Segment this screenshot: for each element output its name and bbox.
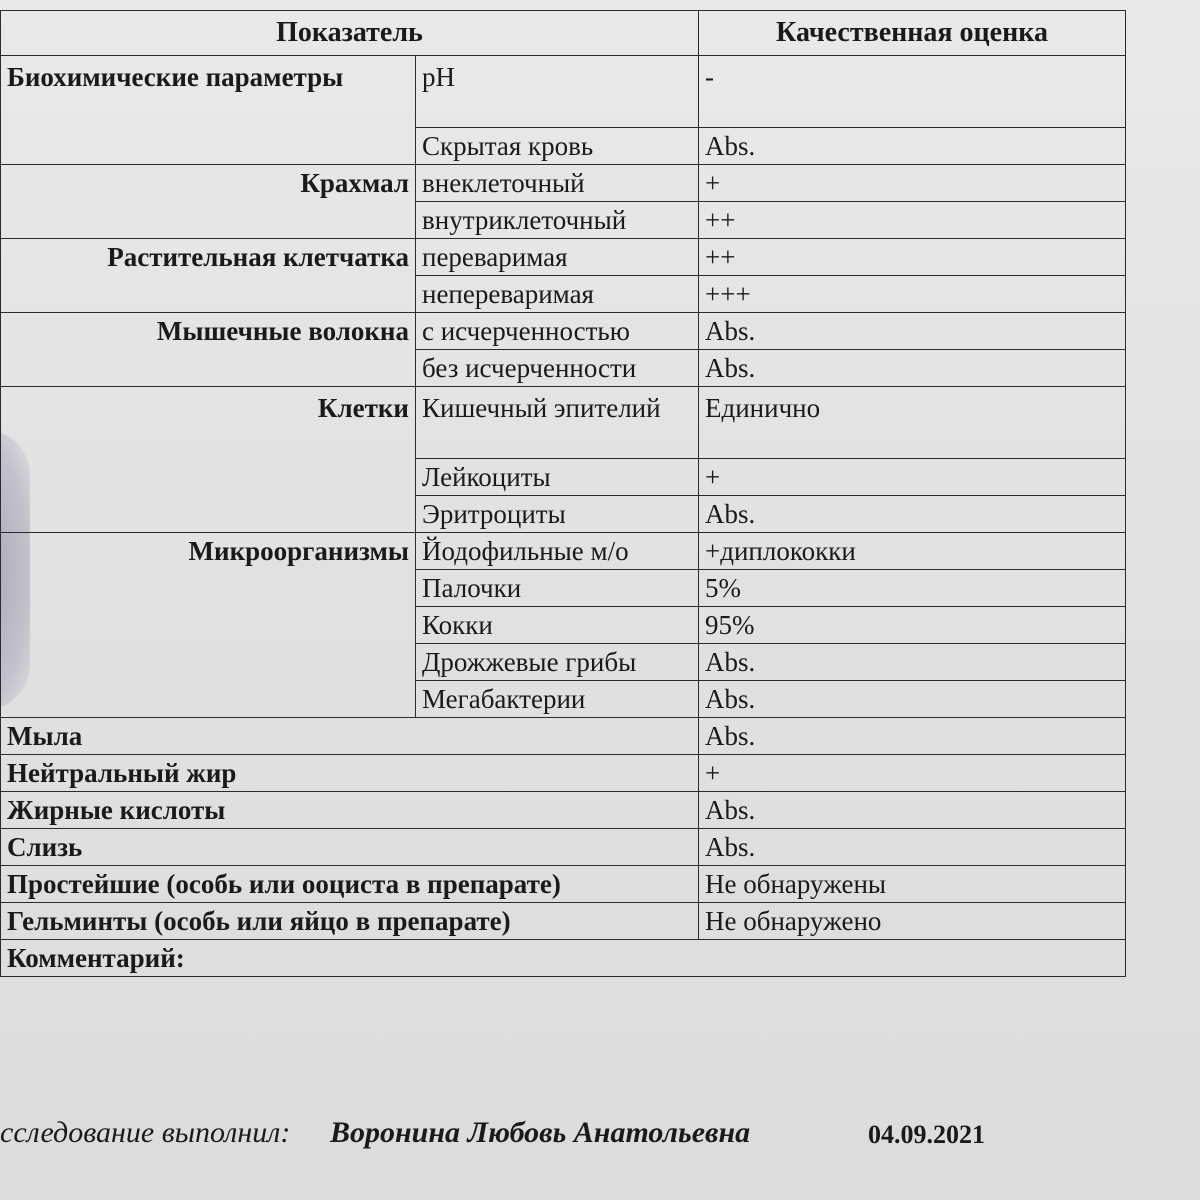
param-cell: переваримая (416, 239, 699, 276)
value-cell: + (699, 459, 1126, 496)
performed-by-label: сследование выполнил: (0, 1116, 291, 1149)
value-cell: Abs. (699, 350, 1126, 387)
value-cell: +диплококки (699, 533, 1126, 570)
group-label (1, 607, 416, 644)
value-cell: 95% (699, 607, 1126, 644)
value-cell: Abs. (699, 681, 1126, 718)
group-label (1, 202, 416, 239)
param-cell: Лейкоциты (416, 459, 699, 496)
value-cell: 5% (699, 570, 1126, 607)
table-row (1, 239, 1126, 276)
table-row (1, 607, 1126, 644)
results-table (0, 10, 1126, 977)
value-cell: Abs. (699, 644, 1126, 681)
table-row (1, 644, 1126, 681)
value-cell: Abs. (699, 829, 1126, 866)
group-label (1, 350, 416, 387)
param-cell: Мегабактерии (416, 681, 699, 718)
table-row (1, 792, 1126, 829)
value-cell: Abs. (699, 313, 1126, 350)
param-cell: внеклеточный (416, 165, 699, 202)
group-label: Биохимические параметры (1, 56, 416, 128)
param-cell: Кокки (416, 607, 699, 644)
table-row (1, 866, 1126, 903)
table-row (1, 313, 1126, 350)
group-label: Микроорганизмы (1, 533, 416, 570)
value-cell: Abs. (699, 718, 1126, 755)
table-row (1, 829, 1126, 866)
param-cell: Дрожжевые грибы (416, 644, 699, 681)
group-label (1, 681, 416, 718)
group-label (1, 276, 416, 313)
value-cell: Abs. (699, 792, 1126, 829)
group-label (1, 128, 416, 165)
value-cell: Abs. (699, 496, 1126, 533)
table-row (1, 533, 1126, 570)
full-row-label: Нейтральный жир (1, 755, 699, 792)
full-row-label: Жирные кислоты (1, 792, 699, 829)
header-assessment: Качественная оценка (699, 11, 1126, 56)
performer-name: Воронина Любовь Анатольевна (330, 1116, 751, 1149)
table-header-row (1, 11, 1126, 56)
param-cell: внутриклеточный (416, 202, 699, 239)
value-cell: Не обнаружено (699, 903, 1126, 940)
value-cell: + (699, 755, 1126, 792)
group-label (1, 496, 416, 533)
group-label: Растительная клетчатка (1, 239, 416, 276)
value-cell: Единично (699, 387, 1126, 459)
param-cell: Йодофильные м/о (416, 533, 699, 570)
param-cell: Эритроциты (416, 496, 699, 533)
param-cell: с исчерченностью (416, 313, 699, 350)
header-indicator: Показатель (1, 11, 699, 56)
table-row (1, 128, 1126, 165)
table-row (1, 387, 1126, 459)
value-cell: Не обнаружены (699, 866, 1126, 903)
full-row-label: Слизь (1, 829, 699, 866)
param-cell: Кишечный эпителий (416, 387, 699, 459)
value-cell: +++ (699, 276, 1126, 313)
value-cell: ++ (699, 202, 1126, 239)
table-row (1, 755, 1126, 792)
table-row (1, 496, 1126, 533)
value-cell: Abs. (699, 128, 1126, 165)
comment-row (1, 940, 1126, 977)
param-cell: без исчерченности (416, 350, 699, 387)
group-label (1, 570, 416, 607)
full-row-label: Простейшие (особь или ооциста в препарате) (1, 866, 699, 903)
value-cell: ++ (699, 239, 1126, 276)
full-row-label: Гельминты (особь или яйцо в препарате) (1, 903, 699, 940)
param-cell: Скрытая кровь (416, 128, 699, 165)
group-label: Крахмал (1, 165, 416, 202)
table-row (1, 276, 1126, 313)
group-label (1, 459, 416, 496)
table-row (1, 718, 1126, 755)
table-row (1, 459, 1126, 496)
group-label: Клетки (1, 387, 416, 459)
table-row (1, 202, 1126, 239)
group-label: Мышечные волокна (1, 313, 416, 350)
value-cell: - (699, 56, 1126, 128)
param-cell: непереваримая (416, 276, 699, 313)
results-table-container (0, 10, 1125, 977)
table-row (1, 165, 1126, 202)
table-row (1, 903, 1126, 940)
group-label (1, 644, 416, 681)
full-row-label: Мыла (1, 718, 699, 755)
table-row (1, 681, 1126, 718)
report-date: 04.09.2021 (868, 1120, 985, 1149)
comment-label: Комментарий: (1, 940, 1126, 977)
signature-line (0, 1116, 1200, 1160)
value-cell: + (699, 165, 1126, 202)
table-row (1, 350, 1126, 387)
table-row (1, 570, 1126, 607)
table-row (1, 56, 1126, 128)
param-cell: Палочки (416, 570, 699, 607)
param-cell: pH (416, 56, 699, 128)
